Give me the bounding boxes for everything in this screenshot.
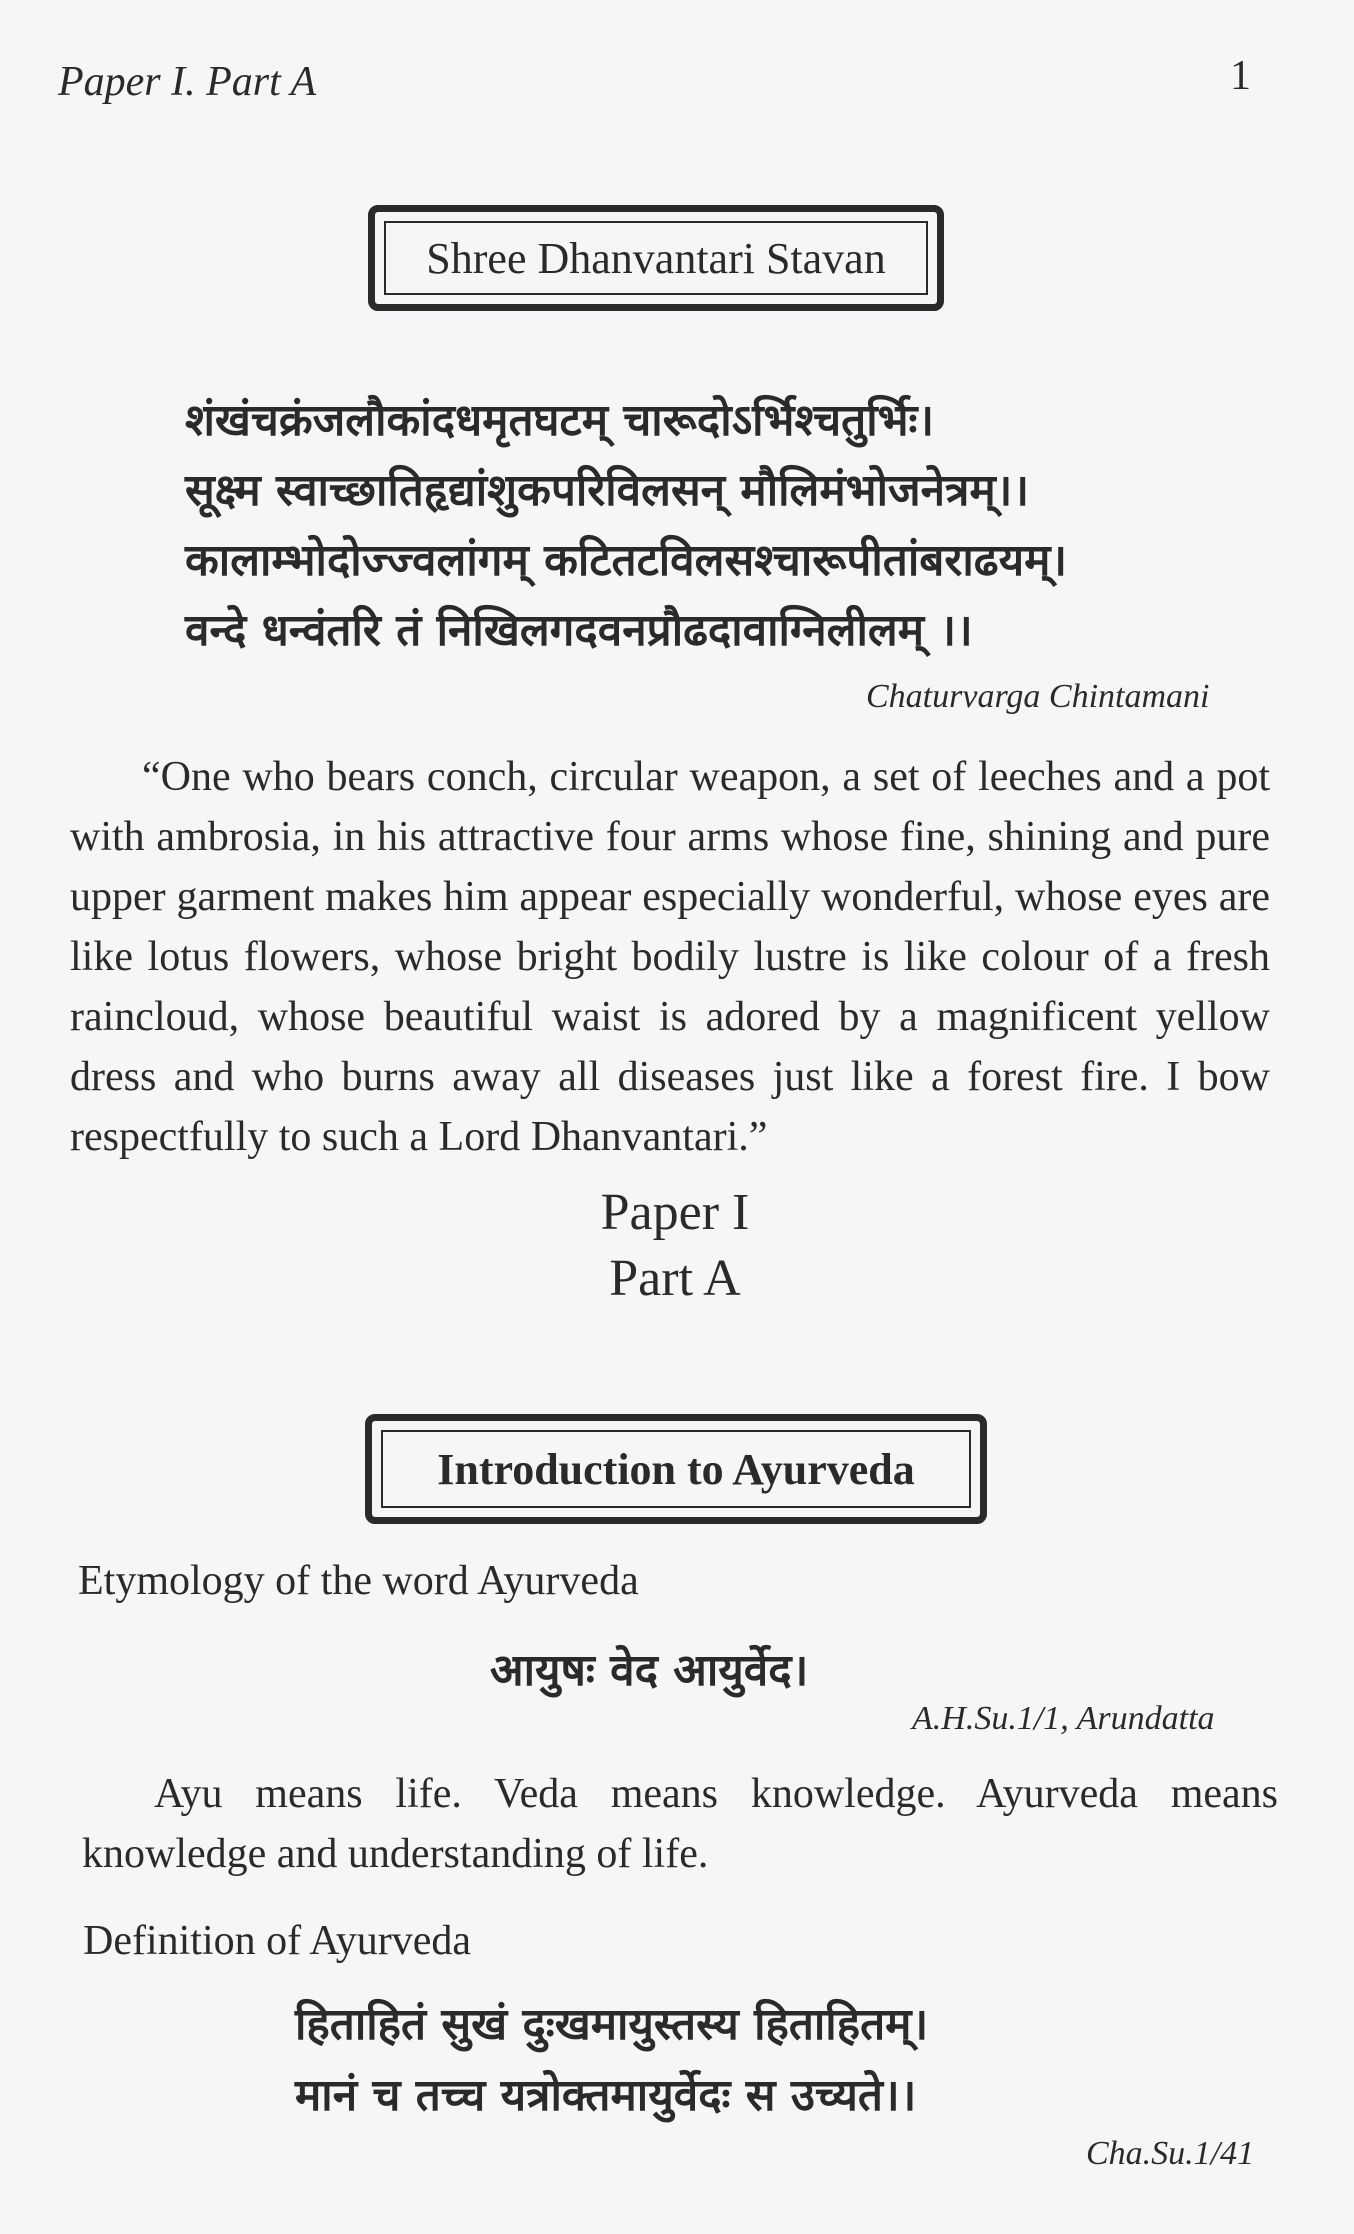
stavan-title: Shree Dhanvantari Stavan <box>384 221 928 295</box>
definition-source: Cha.Su.1/41 <box>1086 2135 1255 2172</box>
paper-heading-line-2: Part A <box>609 1250 741 1307</box>
page-number: 1 <box>1230 53 1251 99</box>
definition-heading: Definition of Ayurveda <box>83 1918 472 1964</box>
stavan-source: Chaturvarga Chintamani <box>866 678 1210 715</box>
stavan-verse-line-2: सूक्ष्म स्वाच्छातिहृद्यांशुकपरिविलसन् मौलिमंभोजनेत्रम्।। <box>185 465 1030 516</box>
stavan-translation <box>70 747 1270 1167</box>
definition-verse-line-1: हिताहितं सुखं दुःखमायुस्तस्य हिताहितम्। <box>295 1999 929 2050</box>
etymology-source: A.H.Su.1/1, Arundatta <box>912 1700 1215 1737</box>
etymology-heading: Etymology of the word Ayurveda <box>78 1558 639 1604</box>
running-header-title: Paper I. Part A <box>58 59 317 105</box>
stavan-verse-line-3: कालाम्भोदोज्ज्वलांगम् कटितटविलसश्चारूपीतांबराढयम्। <box>185 535 1068 586</box>
stavan-translation-text: “One who bears conch, circular weapon, a set of leeches and a pot with ambrosia, in his attractive four arms whose fine, shining and pure upper garment makes him appear especially wonderful, whose eyes are like lotus flowers, whose bright bodily lustre is like colour of a fresh raincloud, whose beautiful waist is adored by a magnificent yellow dress and who burns away all diseases just like a forest fire. I bow respectfully to such a Lord Dhanvantari.” <box>70 754 1270 1160</box>
intro-title-box <box>365 1414 987 1524</box>
paper-heading <box>475 1180 875 1312</box>
stavan-verse-line-4: वन्दे धन्वंतरि तं निखिलगदवनप्रौढदावाग्निलीलम् ।। <box>185 605 973 656</box>
etymology-verse: आयुषः वेद आयुर्वेद। <box>490 1645 809 1696</box>
etymology-paragraph <box>82 1764 1278 1884</box>
definition-verse-line-2: मानं च तच्च यत्रोक्तमायुर्वेदः स उच्यते।। <box>295 2070 917 2121</box>
etymology-text: Ayu means life. Veda means knowledge. Ayurveda means knowledge and understanding of life. <box>82 1771 1278 1877</box>
stavan-verse-line-1: शंखंचक्रंजलौकांदधमृतघटम् चारूदोऽर्भिश्चतुर्भिः। <box>185 395 935 446</box>
paper-heading-line-1: Paper I <box>600 1184 750 1241</box>
intro-title: Introduction to Ayurveda <box>381 1430 971 1508</box>
stavan-title-box <box>368 205 944 311</box>
